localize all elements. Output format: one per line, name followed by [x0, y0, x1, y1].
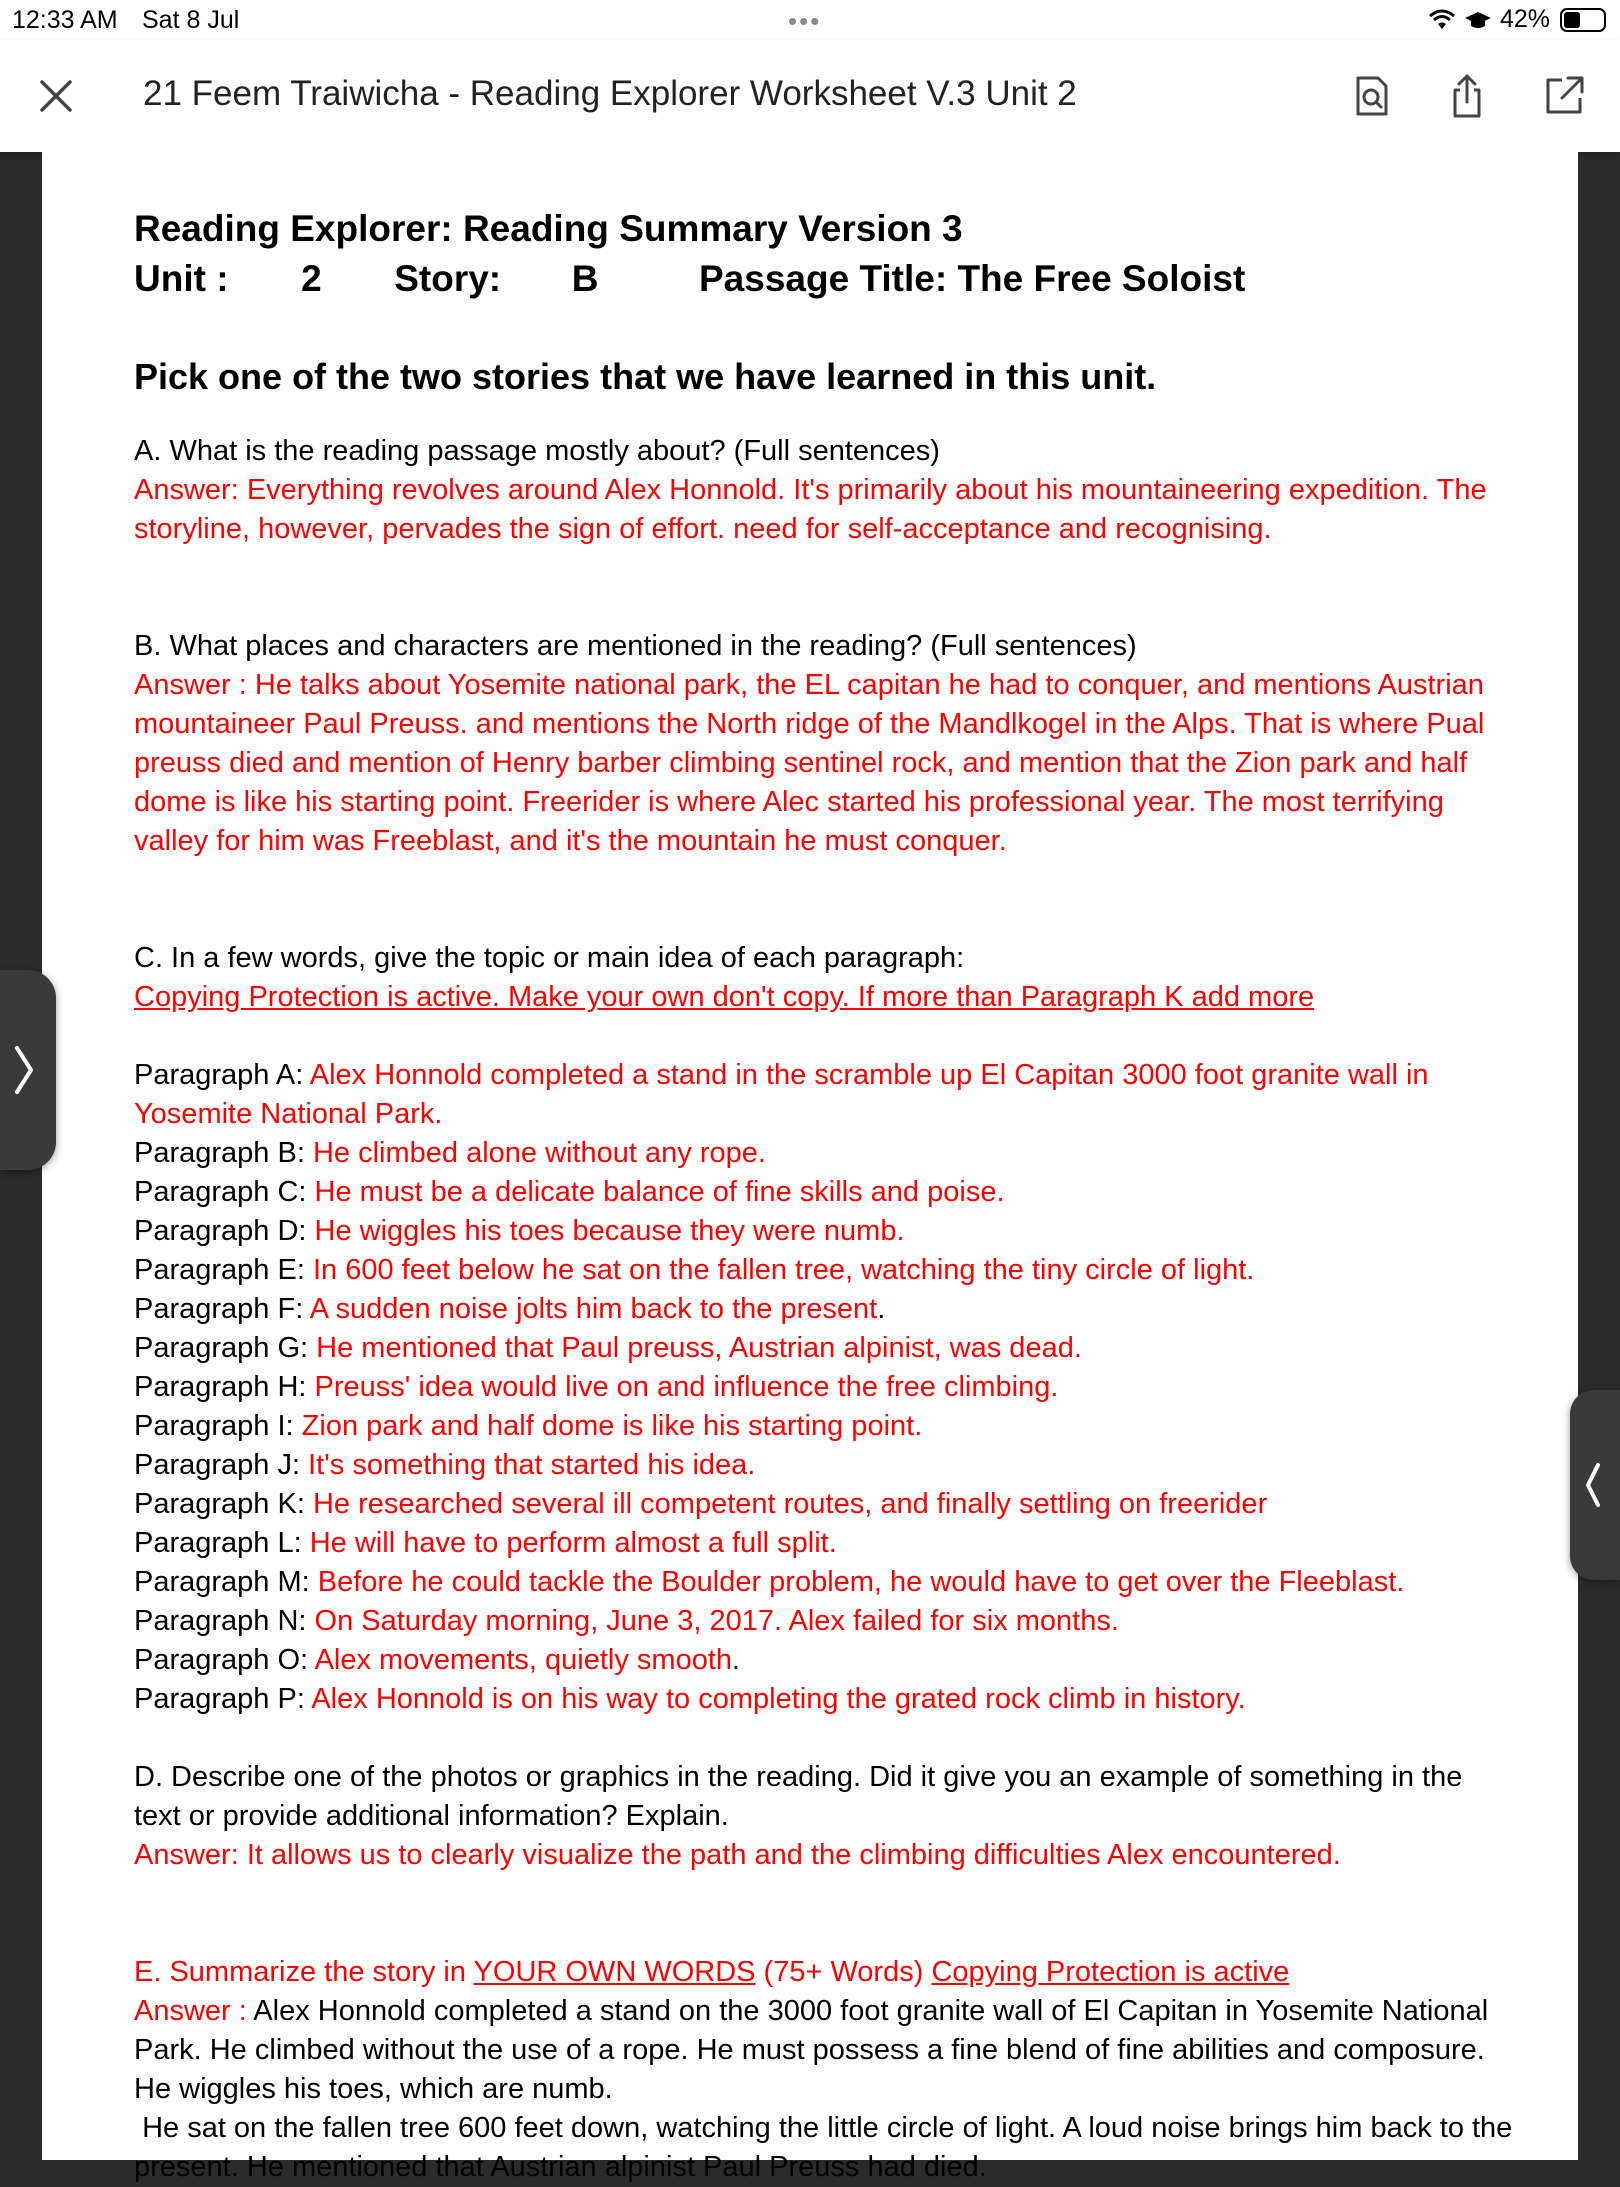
paragraph-label: Paragraph C: [134, 1176, 315, 1208]
search-document-icon[interactable] [1348, 72, 1396, 120]
share-icon[interactable] [1443, 72, 1491, 120]
paragraph-summary: He researched several ill competent routes, and finally settling on freerider [312, 1488, 1268, 1520]
paragraph-summary-row [134, 1485, 1514, 1524]
chevron-left-icon [1570, 1390, 1620, 1580]
paragraph-label: Paragraph K: [134, 1488, 313, 1520]
paragraph-label: Paragraph N: [134, 1605, 315, 1637]
graduation-cap-icon [1464, 9, 1492, 31]
paragraph-summary-row [134, 1329, 1514, 1368]
unit-label: Unit : [134, 258, 229, 299]
paragraph-list [134, 1056, 1514, 1719]
status-bar [0, 0, 1620, 40]
paragraph-summary: Alex Honnold completed a stand in the scramble up El Capitan 3000 foot granite wall in Yosemite National Park. [134, 1059, 1429, 1130]
question-e-mid: (75+ Words) [755, 1956, 932, 1988]
paragraph-tail: . [877, 1293, 886, 1325]
chevron-right-icon [0, 970, 56, 1170]
answer-e-text: Alex Honnold completed a stand on the 3000 foot granite wall of El Capitan in Yosemite National Park. He climbed without the use of a rope. He must possess a fine blend of fine abilities and composure. He wiggles his toes, which are numb. [134, 1995, 1489, 2105]
paragraph-label: Paragraph O: [134, 1644, 315, 1676]
document-title: 21 Feem Traiwicha - Reading Explorer Worksheet V.3 Unit 2 [143, 74, 1077, 113]
paragraph-summary: Before he could tackle the Boulder problem, he would have to get over the Fleeblast. [317, 1566, 1405, 1598]
paragraph-summary: He must be a delicate balance of fine skills and poise. [314, 1176, 1005, 1208]
paragraph-tail: . [732, 1644, 741, 1676]
paragraph-summary: Preuss' idea would live on and influence the free climbing. [314, 1371, 1059, 1403]
paragraph-label: Paragraph J: [134, 1449, 309, 1481]
question-b: B. What places and characters are mentioned in the reading? (Full sentences) [134, 630, 1137, 662]
open-external-icon[interactable] [1540, 72, 1588, 120]
wifi-icon [1428, 9, 1456, 31]
status-indicators [1428, 5, 1606, 34]
question-c: C. In a few words, give the topic or main idea of each paragraph: [134, 942, 965, 974]
paragraph-summary: It's something that started his idea. [308, 1449, 756, 1481]
paragraph-label: Paragraph M: [134, 1566, 318, 1598]
paragraph-label: Paragraph H: [134, 1371, 315, 1403]
question-e [134, 1953, 1514, 1992]
paragraph-summary: He mentioned that Paul preuss, Austrian alpinist, was dead. [316, 1332, 1082, 1364]
answer-a: Answer: Everything revolves around Alex Honnold. It's primarily about his mountaineering expedition. The storyline, however, pervades the sign of effort. need for self-acceptance and recognising. [134, 474, 1487, 545]
paragraph-summary-row [134, 1563, 1514, 1602]
unit-value: 2 [301, 258, 322, 299]
status-time: 12:33 AM [12, 6, 118, 34]
paragraph-summary: Alex Honnold is on his way to completing the grated rock climb in history. [311, 1683, 1246, 1715]
paragraph-summary-row [134, 1134, 1514, 1173]
paragraph-label: Paragraph G: [134, 1332, 317, 1364]
paragraph-summary-row [134, 1446, 1514, 1485]
paragraph-summary-row [134, 1407, 1514, 1446]
paragraph-summary-row [134, 1680, 1514, 1719]
battery-level-fill [1564, 12, 1580, 28]
multitasking-dots-icon[interactable]: ••• [788, 6, 822, 36]
story-value: B [571, 258, 599, 299]
left-edge-tab[interactable] [0, 970, 56, 1170]
paragraph-summary: He climbed alone without any rope. [312, 1137, 766, 1169]
paragraph-label: Paragraph L: [134, 1527, 310, 1559]
battery-icon [1560, 8, 1606, 32]
paragraph-summary: Alex movements, quietly smooth [314, 1644, 733, 1676]
paragraph-label: Paragraph P: [134, 1683, 312, 1715]
story-label: Story: [394, 258, 502, 299]
paragraph-summary: On Saturday morning, June 3, 2017. Alex failed for six months. [314, 1605, 1119, 1637]
document-content [134, 204, 1521, 2187]
answer-d: Answer: It allows us to clearly visualize the path and the climbing difficulties Alex encountered. [134, 1839, 1341, 1871]
right-edge-tab[interactable] [1570, 1390, 1620, 1580]
paragraph-summary-row [134, 1251, 1514, 1290]
paragraph-summary-row [134, 1290, 1514, 1329]
pick-prompt: Pick one of the two stories that we have learned in this unit. [134, 356, 1157, 397]
answer-b: Answer : He talks about Yosemite national park, the EL capitan he had to conquer, and mentions Austrian mountaineer Paul Preuss. and mentions the North ridge of the Mandlkogel in the Alps. That is where Pual preuss died and mention of Henry barber climbing sentinel rock, and mention that the Zion park and half dome is like his starting point. Freerider is where Alec started his professional year. The most terrifying valley for him was Freeblast, and it's the mountain he must conquer. [134, 669, 1485, 857]
paragraph-summary-row [134, 1602, 1514, 1641]
copy-protection-notice-e: Copying Protection is active [931, 1956, 1290, 1988]
question-d: D. Describe one of the photos or graphics in the reading. Did it give you an example of something in the text or provide additional information? Explain. [134, 1761, 1463, 1832]
paragraph-summary: In 600 feet below he sat on the fallen tree, watching the tiny circle of light. [312, 1254, 1255, 1286]
paragraph-summary: Zion park and half dome is like his starting point. [301, 1410, 923, 1442]
paragraph-label: Paragraph E: [134, 1254, 313, 1286]
paragraph-summary: He will have to perform almost a full split. [309, 1527, 837, 1559]
answer-e-continued: He sat on the fallen tree 600 feet down, watching the little circle of light. A loud noise brings him back to the present. He mentioned that Austrian alpinist Paul Preuss had died. [134, 2112, 1521, 2183]
paragraph-summary-row [134, 1524, 1514, 1563]
paragraph-summary-row [134, 1641, 1514, 1680]
paragraph-label: Paragraph A: [134, 1059, 310, 1091]
passage-title: Passage Title: The Free Soloist [699, 258, 1246, 299]
own-words-emphasis: YOUR OWN WORDS [473, 1956, 756, 1988]
paragraph-summary: He wiggles his toes because they were numb. [314, 1215, 905, 1247]
question-a: A. What is the reading passage mostly about? (Full sentences) [134, 435, 940, 467]
document-page[interactable] [42, 152, 1578, 2183]
paragraph-summary-row [134, 1056, 1514, 1134]
paragraph-label: Paragraph F: [134, 1293, 310, 1325]
copy-protection-notice: Copying Protection is active. Make your own don't copy. If more than Paragraph K add more [134, 981, 1315, 1013]
battery-percent: 42% [1499, 5, 1550, 33]
unit-story-line [134, 254, 1514, 304]
answer-e-label: Answer : [134, 1995, 254, 2027]
paragraph-summary-row [134, 1212, 1514, 1251]
viewer-toolbar [0, 40, 1620, 152]
worksheet-heading: Reading Explorer: Reading Summary Version 3 [134, 208, 963, 249]
paragraph-label: Paragraph D: [134, 1215, 315, 1247]
paragraph-summary-row [134, 1173, 1514, 1212]
close-icon[interactable] [34, 74, 78, 118]
status-date: Sat 8 Jul [142, 6, 240, 34]
paragraph-summary-row [134, 1368, 1514, 1407]
answer-e [134, 1992, 1514, 2109]
paragraph-label: Paragraph I: [134, 1410, 302, 1442]
paragraph-summary: A sudden noise jolts him back to the present [309, 1293, 878, 1325]
question-e-prefix: E. Summarize the story in [134, 1956, 474, 1988]
paragraph-label: Paragraph B: [134, 1137, 313, 1169]
